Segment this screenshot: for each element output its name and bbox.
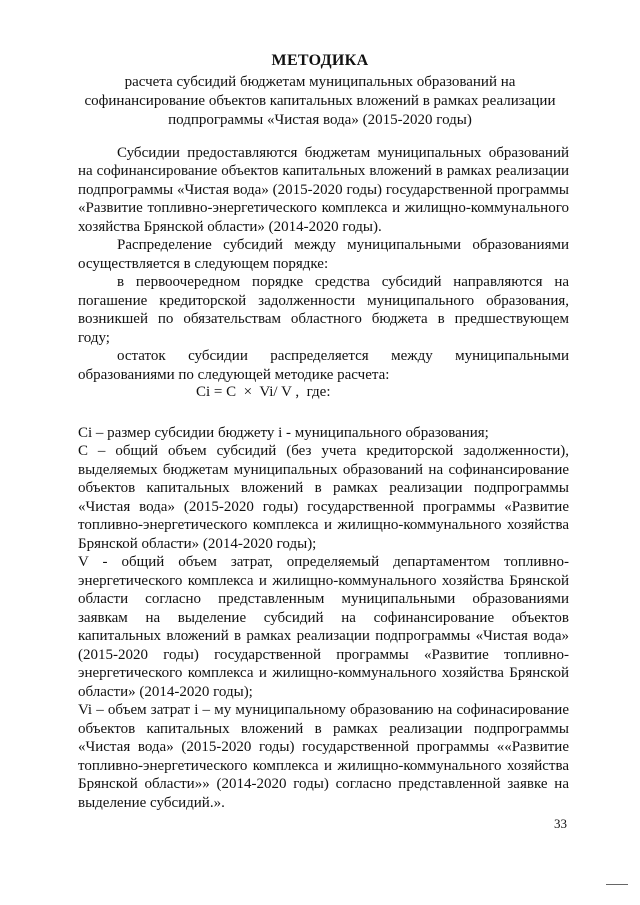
body-line: остаток субсидии распределяется между муниципальными	[117, 348, 569, 364]
body-line: топливно-энергетического комплекса и жилищно-коммунального хозяйства	[78, 758, 569, 774]
body-line: энергетического комплекса и жилищно-коммунального хозяйства Брянской	[78, 573, 569, 589]
document-subtitle-line-1: расчета субсидий бюджетам муниципальных образований на	[124, 74, 516, 90]
body-line: объектов капитальных вложений в рамках реализации подпрограммы	[78, 721, 569, 737]
body-line: Vi – объем затрат i – му муниципальному образованию на софинасирование	[78, 702, 569, 718]
page-number: 33	[554, 816, 567, 831]
body-line: осуществляется в следующем порядке:	[78, 256, 329, 272]
body-line: Субсидии предоставляются бюджетам муниципальных образований	[117, 145, 569, 161]
body-line: области согласно представленным муниципальными образованиями	[78, 591, 569, 607]
body-line: в первоочередном порядке средства субсидий направляются на	[117, 274, 569, 290]
body-line: топливно-энергетического комплекса и жилищно-коммунального хозяйства	[78, 517, 569, 533]
body-line: выделяемых бюджетам муниципальных образований на софинансирование	[78, 462, 569, 478]
body-line: энергетического комплекса и жилищно-коммунального хозяйства Брянской	[78, 665, 569, 681]
body-line: области» (2014-2020 годы);	[78, 684, 253, 700]
body-line: выделение субсидий.».	[78, 795, 225, 811]
body-line: (2015-2020 годы) государственной программы «Развитие топливно-	[78, 647, 569, 663]
body-line: Брянской области»» (2014-2020 годы) согласно представленной заявке на	[78, 776, 569, 792]
body-line: подпрограммы «Чистая вода» (2015-2020 годы) государственной программы	[78, 182, 569, 198]
body-line: капитальных вложений в рамках реализации подпрограммы «Чистая вода»	[78, 628, 569, 644]
document-subtitle-line-3: подпрограммы «Чистая вода» (2015-2020 годы)	[168, 112, 472, 128]
body-line: «Развитие топливно-энергетического комплекса и жилищно-коммунального	[78, 200, 569, 216]
body-line: образованиями по следующей методике расчета:	[78, 367, 390, 383]
body-line: году;	[78, 330, 110, 346]
body-line: C – общий объем субсидий (без учета кредиторской задолженности),	[78, 443, 569, 459]
formula: Ci = C × Vi/ V , где:	[196, 384, 331, 400]
body-line: Ci – размер субсидии бюджету i - муниципального образования;	[78, 425, 489, 441]
body-line: V - общий объем затрат, определяемый департаментом топливно-	[78, 554, 569, 570]
body-line: на софинансирование объектов капитальных вложений в рамках реализации	[78, 163, 569, 179]
body-line: хозяйства Брянской области» (2014-2020 годы).	[78, 219, 382, 235]
body-line: погашение кредиторской задолженности муниципального образования,	[78, 293, 569, 309]
body-line: «Чистая вода» (2015-2020 годы) государственной программы «Развитие	[78, 499, 569, 515]
body-line: объектов капитальных вложений в рамках реализации подпрограммы	[78, 480, 569, 496]
body-line: «Чистая вода» (2015-2020 годы) государственной программы ««Развитие	[78, 739, 569, 755]
document-title: МЕТОДИКА	[271, 52, 369, 69]
body-line: Распределение субсидий между муниципальными образованиями	[117, 237, 569, 253]
body-line: заявкам на выделение субсидий на софинансирование объектов	[78, 610, 569, 626]
body-line: возникшей по обязательствам областного бюджета в предшествующем	[78, 311, 569, 327]
body-line: Брянской области» (2014-2020 годы);	[78, 536, 317, 552]
document-subtitle-line-2: софинансирование объектов капитальных вложений в рамках реализации	[84, 93, 556, 109]
scan-mark	[606, 884, 628, 885]
